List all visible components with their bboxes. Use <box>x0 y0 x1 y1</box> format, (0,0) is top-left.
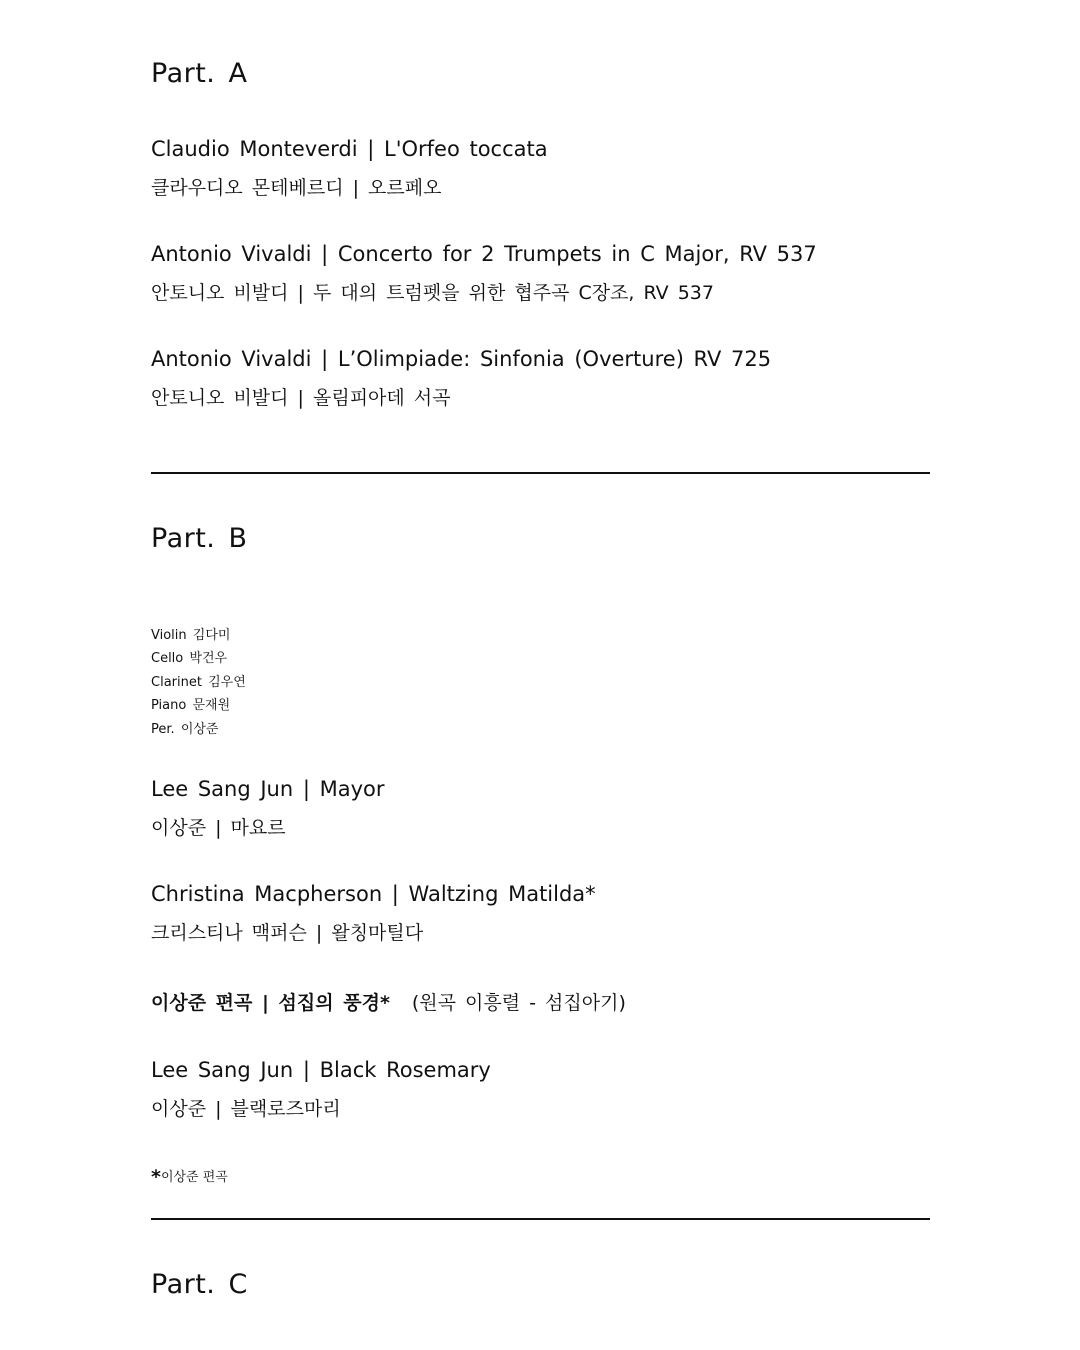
part-a-piece-2-korean: 안토니오 비발디 | 두 대의 트럼펫을 위한 협주곡 C장조, RV 537 <box>151 282 714 304</box>
part-b-heading: Part. B <box>151 523 248 554</box>
performer-instrument: Per. <box>151 721 175 737</box>
footnote-text: 이상준 편곡 <box>160 1170 228 1185</box>
part-a-piece-2-title: Antonio Vivaldi | Concerto for 2 Trumpets in C Major, RV 537 <box>151 242 817 266</box>
performer-item <box>151 671 246 694</box>
part-b-piece-3-title <box>151 988 626 1015</box>
part-a-piece-3-title: Antonio Vivaldi | L’Olimpiade: Sinfonia (Overture) RV 725 <box>151 347 772 371</box>
part-b-piece-2-korean: 크리스티나 맥퍼슨 | 왈칭마틸다 <box>151 922 424 944</box>
section-divider-a <box>151 472 930 474</box>
part-b-piece-4-korean: 이상준 | 블랙로즈마리 <box>151 1098 341 1120</box>
section-divider-b <box>151 1218 930 1220</box>
performer-name: 이상준 <box>180 721 219 737</box>
performer-instrument: Cello <box>151 651 184 667</box>
part-b-piece-4-title: Lee Sang Jun | Black Rosemary <box>151 1058 491 1082</box>
performer-name: 박건우 <box>189 651 228 667</box>
original-song-note: (원곡 이흥렬 - 섬집아기) <box>411 992 626 1014</box>
performer-item <box>151 624 246 647</box>
performer-item <box>151 718 246 741</box>
performer-list <box>151 624 246 741</box>
performer-item <box>151 647 246 670</box>
performer-instrument: Clarinet <box>151 674 202 690</box>
part-b-piece-1-korean: 이상준 | 마요르 <box>151 817 286 839</box>
arrangement-footnote <box>151 1166 228 1188</box>
performer-name: 문재원 <box>192 698 231 714</box>
performer-instrument: Violin <box>151 628 187 643</box>
performer-name: 김다미 <box>192 628 231 643</box>
performer-item <box>151 694 246 717</box>
part-a-piece-1-korean: 클라우디오 몬테베르디 | 오르페오 <box>151 177 442 199</box>
part-a-piece-1-title: Claudio Monteverdi | L'Orfeo toccata <box>151 137 548 161</box>
part-a-piece-3-korean: 안토니오 비발디 | 올림피아데 서곡 <box>151 387 451 409</box>
part-b-piece-2-title: Christina Macpherson | Waltzing Matilda* <box>151 882 596 906</box>
arrangement-title: 이상준 편곡 | 섬집의 풍경* <box>151 992 390 1014</box>
part-c-heading: Part. C <box>151 1269 248 1300</box>
part-b-piece-1-title: Lee Sang Jun | Mayor <box>151 777 385 801</box>
performer-instrument: Piano <box>151 698 187 714</box>
footnote-asterisk: * <box>151 1166 161 1188</box>
part-a-heading: Part. A <box>151 58 248 89</box>
performer-name: 김우연 <box>208 674 246 690</box>
